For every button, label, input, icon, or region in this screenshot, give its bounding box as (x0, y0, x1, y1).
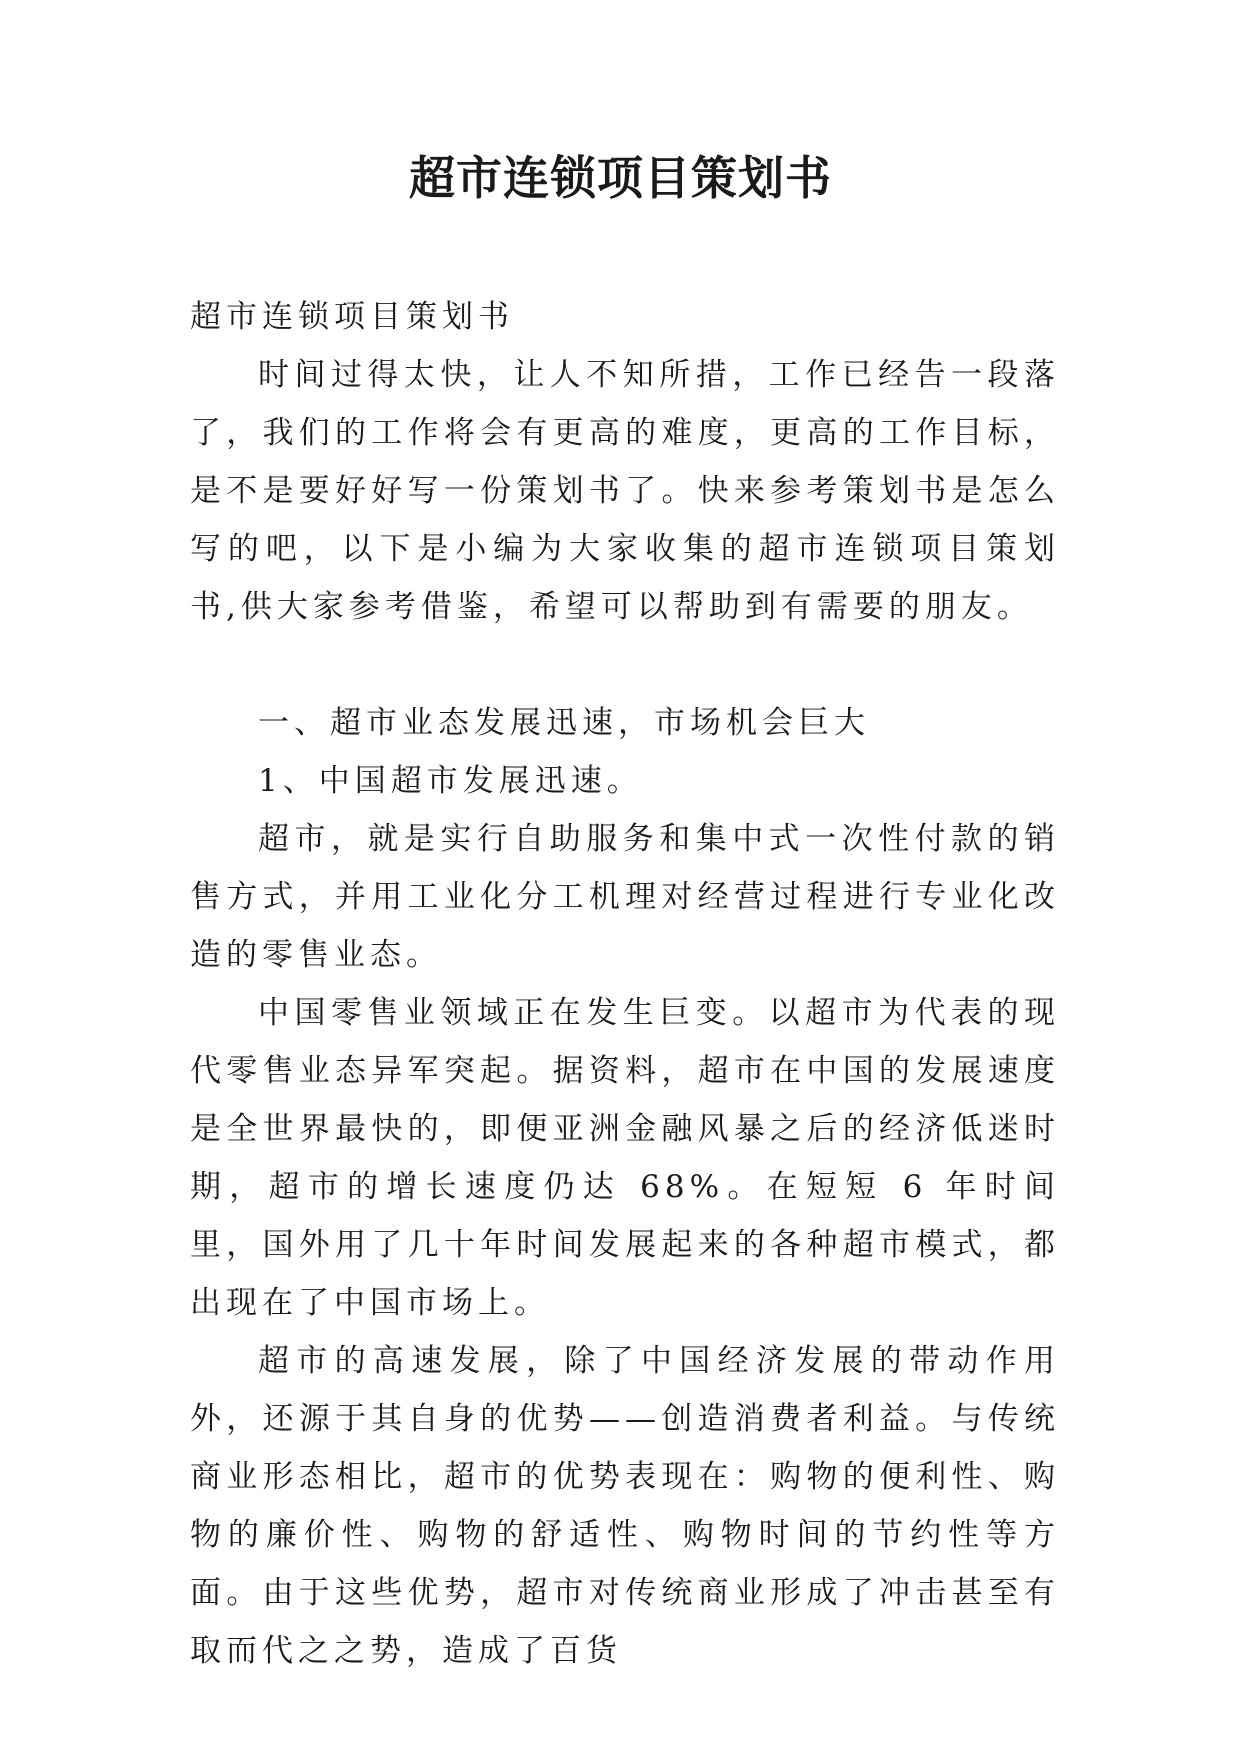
body-paragraph-2: 中国零售业领域正在发生巨变。以超市为代表的现代零售业态异军突起。据资料，超市在中国的发展速度是全世界最快的，即便亚洲金融风暴之后的经济低迷时期，超市的增长速度仍达 68%。在短短 6 年时间里，国外用了几十年时间发展起来的各种超市模式，都出现在了中国市场上。 (190, 995, 1060, 1321)
body-paragraph-1: 超市，就是实行自助服务和集中式一次性付款的销售方式，并用工业化分工机理对经营过程进行专业化改造的零售业态。 (190, 821, 1060, 973)
document-title: 超市连锁项目策划书 (409, 151, 832, 205)
intro-paragraph: 时间过得太快，让人不知所措，工作已经告一段落了，我们的工作将会有更高的难度，更高的工作目标，是不是要好好写一份策划书了。快来参考策划书是怎么写的吧，以下是小编为大家收集的超市连锁项目策划书,供大家参考借鉴，希望可以帮助到有需要的朋友。 (190, 357, 1060, 625)
document-subtitle: 超市连锁项目策划书 (190, 299, 514, 335)
paragraph-spacer (190, 636, 1060, 694)
body-paragraph-3: 超市的高速发展，除了中国经济发展的带动作用外，还源于其自身的优势——创造消费者利益。与传统商业形态相比，超市的优势表现在：购物的便利性、购物的廉价性、购物的舒适性、购物时间的节约性等方面。由于这些优势，超市对传统商业形成了冲击甚至有取而代之之势，造成了百货 (190, 1343, 1060, 1669)
section-heading: 一、超市业态发展迅速，市场机会巨大 (258, 705, 870, 741)
document-body (190, 288, 1060, 1680)
subsection-heading: 1、中国超市发展迅速。 (258, 763, 643, 799)
